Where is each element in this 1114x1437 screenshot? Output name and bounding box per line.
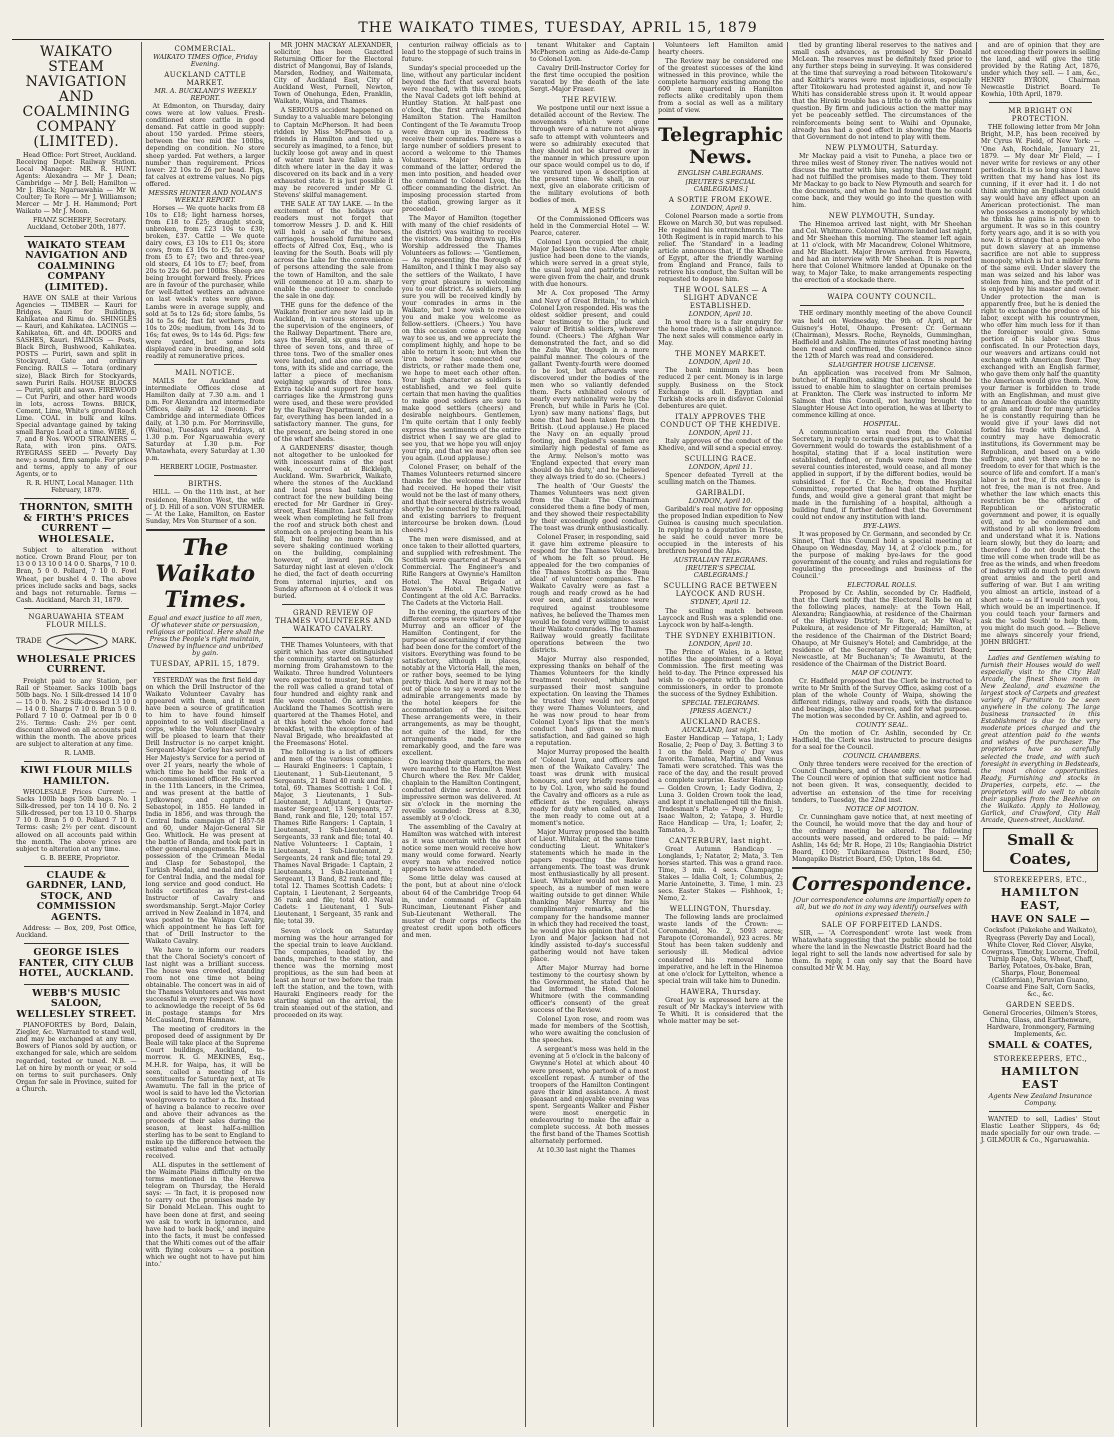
ekowe-body: Colonel Pearson made a sortie from Ekowe on March 30, but was repulsed. He regained his entrenchments. The 10th Regiment is in rapid march to his relief. The 'Standard' in a leading article announces that, if the Khedive of Egypt, after the friendly warning from England and France, fails to retrieve his conduct, the Sultan will be requested to depose him. — [658, 212, 784, 284]
correspondence-note: [Our correspondence columns are impartially open to all, but we do not in any way identify ourselves with opinions expressed therein.] — [793, 895, 971, 919]
waipa-body: THE ordinary monthly meeting of the above Council was held on Wednesday, the 9th of April, at Mr Guisney's Hotel, Ohaupo. Present: Cr. Germann (Chairman), Messrs. Roche, Reynolds, Gumminghan, Hadfield and Ashlin. The minutes of last meeting having been read and confirmed, the Correspondence since the 12th of March was read and considered. — [792, 310, 972, 360]
ekowe-date: LONDON, April 9. — [690, 203, 751, 212]
mess-cont-h: Colonel Fraser, in responding, said it gave him extreme pleasure to respond for the Thames Volunteers, of whom he felt so proud. He appealed for the two companies of the Thames Scottish as the 'Beau ideal' of volunteer companies. The Waikato Cavalry were as fast a rough and ready crowd as he had ever seen, and if assistance were required against troublesome natives, he believed the Thames men would be found very willing to assist their Waikato comrades. The Thames Railway would greatly facilitate operations between the two districts. — [530, 534, 650, 654]
column-2 — [141, 42, 269, 1427]
slaughter-body: An application was received from Mr Salmon, butcher, of Hamilton, asking that a license should be issued to enable him to slaughter on certain premises at Frankton. The Clerk was instructed to inform Mr Salmon that this Council, not having brought the Slaughter House Act into operation, he was at liberty to commence killing at once. — [792, 369, 972, 420]
reuter-label: [REUTER'S SPECIAL CABLEGRAMS.] — [685, 177, 756, 193]
garibaldi-heading: GARIBALDI. — [696, 488, 746, 497]
issue-date: TUESDAY, APRIL 15, 1879. — [150, 660, 260, 668]
telegraphic-heading: Telegraphic News. — [658, 124, 784, 169]
sydney-date: LONDON, April 10. — [688, 639, 753, 648]
hawera-heading: HAWERA, Thursday. — [680, 987, 762, 996]
laycock-date: SYDNEY, April 12. — [690, 598, 751, 607]
divider — [154, 672, 257, 673]
review-cont-c: The Mayor of Hamilton (together with many of the chief residents of the district) was waiting to receive the visitors. On being drawn up, His Worship addressed the Thames Volunteers as follows: — 'Gentlemen, — As representing the Borough of Hamilton, and I think I may also say the settlers of the Waikato, I have very great pleasure in welcoming you to our district. As soldiers, I am sure you will be received kindly by your comrades in arms in the Waikato, but I now wish to receive you and make you welcome as fellow-settlers. (Cheers.) You have on this occasion come a very long way to see us, and we appreciate the compliment highly, and hope to be able to return it soon; but when the 'iron horse' has connected our districts, or rather made them one, we hope to meet each other often. Your high character as soldiers is established, and we feel quite certain that men having the qualities to make good soldiers are sure to make good settlers (cheers) and desirable neighbours. Gentlemen, I'm quite certain that I only feebly express the sentiments of the entire district when I say we are glad to see you, that we hope you will enjoy your trip, and that we may often see you again. (Loud applause.) — [401, 215, 522, 462]
review-cont-b: Sunday's special proceeded up the line, without any particular incident beyond the fact that several heats were reached, with this exception, the Naval Cadets got left behind at Huntley Station. At half-past one o'clock, the first arrivals reached Hamilton Station. The Hamilton Contingent of the Te Awamutu Troop were drawn up in readiness to receive their comrades. There was a large number of soldiers present to accord a welcome to the Thames Volunteers. Major Murray in command of the latter, ordered the men into position, and headed over the command to Colonel Lyon, the officer commanding the district. An imposing procession started from the station, growing larger as it proceeded. — [401, 65, 522, 214]
sydney-heading: THE SYDNEY EXHIBITION. — [665, 631, 776, 640]
races-heading: AUCKLAND RACES. — [680, 718, 761, 727]
ngaruawahia-heading: NGARUAWAHIA STEAM FLOUR MILLS. — [28, 612, 125, 629]
mess-cont-a: tenant Whitaker and Captain McPherson acting as Aide-de-Camp to Colonel Lyon. — [530, 42, 650, 64]
mess-cont-o: At 10.30 last night the Thames — [537, 1147, 636, 1155]
divider — [24, 236, 129, 237]
mess-cont-e: Colonel Lyon occupied the chair, Major Jackson the vice. After ample justice had been done to the viands, which were served in a great style, the usual loyal and patriotic toasts were given from the chair, and drunk with due honours. — [530, 239, 650, 289]
wholesale-body: Freight paid to any Station, per Rail or Steamer. Sacks 100lb bags 50lb bags. No. 1 Silk-dressed 14 10 0 — 15 0 0. No. 2 Silk-dressed 13 10 0 — 14 0 0. Sharps 7 10 0. Bran 5 0 0. Pollard 7 10 0. Oatmeal per lb 0 0 2½. Terms: Cash: 2½ per cent. discount allowed on all accounts paid within the month. The above prices are subject to alteration at any time. — [16, 677, 137, 749]
races-body: Easter Handicap — Yatapa, 1; Lady Rosalie, 2; Peep o' Day, 3. Betting 3 to 1 on the field. Peep o' Day was favorite. Tamatea, Martini, and Venus Tamati were scratched. This was the race of the day, and the result proved a complete surprise. Easter Handicap — Golden Crown, 1; Lady Godiva, 2; Luna 3. Golden Crown took the lead, and kept it unchallenged till the finish. Tradesman's Plate — Peep o' Day, 1; Isaac Walton, 2; Yatapa, 3. Hurdle Race Handicap — Ura, 1; Loafer, 2; Tamatea, 3. — [658, 735, 784, 834]
navigation-heading: WAIKATO STEAM NAVIGATION AND COALMINING COMPANY (LIMITED). — [25, 239, 128, 293]
divider — [24, 608, 129, 609]
mess-cont-c: We postpone until our next issue a detailed account of the Review. The movements which were gone through were of a nature not always safe to attempt with volunteers and were so admirably executed that they should not be slurred over in the manner in which pressure upon our space would compel us to do, if we ventured upon a description at the present time. We shall, in our next, give an elaborate criticism of the military evolutions of both bodies of men. — [530, 105, 650, 204]
times-nameplate: The Waikato Times. — [155, 534, 256, 613]
wool-date: LONDON, April 10. — [688, 310, 753, 319]
divider — [282, 637, 385, 638]
np-body: Mr Mackay paid a visit to Puneha, a place two or three miles west of Stoney river. The natives would not discuss the matter with him, saying that Government had not fulfilled the promises made to them. They told Mr Mackay to go back to New Plymouth and search for the documents, and when he had found them he could come back, and they would go into the question with him. — [792, 152, 972, 209]
review-cont-a: centurion railway officials as to lead to the stoppage of such trains in future. — [401, 42, 522, 64]
column-3 — [269, 42, 397, 1427]
leader-para-a: MR JOHN MACKAY ALEXANDER, solicitor, has been Gazetted Returning Officer for the Electoral district of Mangonui, Bay of Islands, Marsden, Rodney, and Waitemata, City of Auckland East, City of Auckland West, Parnell, Newton, Town of Onehunga, Eden, Franklin, Waikato, Waipa, and Thames. — [273, 42, 393, 106]
steam-nav-heading: WAIKATO STEAM NAVIGATION AND COALMINING COMPANY (LIMITED). — [22, 44, 131, 150]
births-body: HILL. — On the 11th inst., at her residence, Hamilton West, the wife of J. D. Hill of a son. VON STURMER. — At the Lake, Hamilton, on Easter Sunday, Mrs Von Sturmer of a son. — [145, 489, 265, 525]
forfeited-body: SIR, — 'A Correspondent' wrote last week from Whatawhata suggesting that the public should be told where the land in the Newcastle District Board had the legal right to sell the lands now advertised for sale by them. In reply, I can only say that the Board have consulted Mr W. M. Hay, — [792, 930, 972, 973]
review-end-a: Volunteers left Hamilton amid hearty cheers. — [658, 42, 784, 57]
have-on-sale-body: Cocksfoot (Pukekohe and Waikato), Ryegrass (Peverly Day and Local), White Clover, Red Clover, Alsyke, Cowgrass, Timothy, Lucerne, Trefoil, Turnip Rape, Oats, Wheat, Chaff, Barley, Potatoes, Ox-bake, Bran, Sharps, Flour, Bonemeal (Californian), Peruvian Guano, Coarse and Fine Salt, Corn Sacks, &c., &c. — [981, 927, 1100, 998]
special-telegrams-heading: SPECIAL TELEGRAMS. — [681, 699, 760, 708]
review-cont-d: Colonel Fraser, on behalf of the Thames Volunteers returned sincere thanks for the welcome the latter had received. He hoped their visit would not be the last of many others, and that their several districts would shortly be connected by the railroad, and existing barriers to frequent intercourse be broken down. (Loud cheers.) — [401, 463, 522, 535]
claude-heading: CLAUDE & GARDNER, LAND, STOCK, AND COMMISSION AGENTS. — [26, 869, 127, 923]
mess-cont-k: Major Murray proposed the health of Lieut. Whitaker, at the same time conducting Lieut. Whitaker's statements which he made in the papers respecting the Review arrangements. The toast was drunk most enthusiastically by all present. Lieut. Whitaker would not make a speech, as a number of men were waiting outside to get dinner. While thanking Major Murray for his complimentary remarks, and the company for the handsome manner in which they had received the toast, he would give his opinion that if Col. Lyon and Major Jackson had not kindly assisted to-day's successful gathering would not have taken place. — [530, 828, 650, 963]
masthead-title: THE WAIKATO TIMES, TUESDAY, APRIL 15, 1879 — [358, 20, 758, 36]
divider — [24, 866, 129, 867]
cattle-body-2: Horses — We quote hacks from £8 10s to £18; light harness horses, from £18 to £25; draught stock, unbroken, from £23 10s to £30; broken, £37. Cattle — We quote dairy cows, £3 10s to £11 0s; store cows, from £3 10s to £5; fat cows, from £5 to £7; two and three-year old steers, £4 10s to £7; beef, from 20s to 22s 6d. per 100lbs. Sheep are being brought forward freely. Prices are in favour of the purchaser, while for well-fatted wethers an advance on last week's rates were given. Lambs were in average supply, and sold at 5s to 12s 6d; store lambs, 5s 3d to 5s 6d; fast fat wethers, from 10s to 20s; medium, from 14s 3d to 16s; fat ewes, 9s to 14s 6d. Pigs: few were yarded, but some lots displayed care in breeding, and sold readily at remunerative prices. — [145, 204, 265, 360]
column-8 — [976, 42, 1104, 1427]
mess-cont-i: Major Murray also responded, expressing thanks on behalf of the Thames Volunteers for the kindly treatment received, which had surpassed their most sanguine expectation. On leaving the Thames he trusted they would not forget they were Thames Volunteers, and he was now proud to hear from Colonel Lyon's lips that the men's conduct had given so much satisfaction, and had gained so high a reputation. — [530, 655, 650, 748]
times-motto: Equal and exact justice to all men, Of whatever state or persuasion, religious or political. Here shall the Press the People's right maintain, Unawed by influence and unbribed by gain. — [146, 613, 264, 657]
hamilton-east-heading: HAMILTON EAST, — [1000, 885, 1080, 912]
np2-heading: NEW PLYMOUTH, Sunday. — [828, 212, 936, 221]
cattle-heading: AUCKLAND CATTLE MARKET. — [164, 71, 247, 88]
divider — [658, 118, 783, 120]
divider — [989, 1111, 1092, 1112]
forfeited-cont: and are of opinion that they are not exceeding their powers in selling the land, and will give the title provided by the Rating Act, 1876, under which they sell. — I am, &c., HENRY BYRON, Chairman Newcastle District Board. Te Kowhia, 10th April, 1879. — [980, 42, 1100, 99]
divider — [24, 498, 129, 499]
leader-para-c: THE SALE AT TAY LAKE. — In the excitement of the holidays our readers must not forget that tomorrow Messrs J. D. and K. Hill will hold a sale of the horses, carriages, household furniture and effects of Alfred Cox, Esq., who is leaving for the South. Boats will ply across the Lake for the convenience of persons attending the sale from the town of Hamilton, and the sale will commence at 10 a.m. sharp to enable the auctioneer to conclude the sale in one day. — [273, 201, 393, 300]
divider — [24, 943, 129, 944]
trade-label: TRADE — [16, 637, 42, 646]
map-heading: MAP OF COUNTY. — [851, 668, 913, 677]
ekowe-heading: A SORTIE FROM EKOWE. — [668, 195, 773, 204]
thornton-heading: THORNTON, SMITH & FIRTH'S PRICES CURRENT — WHOLESALE. — [19, 502, 133, 545]
leader-para-d: THE guns for the defence of the Waikato frontier are now laid up in Auckland, in various stores under the supervision of the engineers, of the Railway Department. There are, says the Herald, six guns in all, — three of seven tons, and three of three tons. Two of the smaller ones were landed, and also one of seven tons, with its slide and carriage, the latter a piece of mechanism weighing upwards of three tons. Extra tackle and support for heavy carriages like the Armstrong guns were used, and these were provided by the Railway Department, and, so far, everything has been landed in a satisfactory manner. The guns, for the present, are being stored in one of the wharf sheds. — [273, 301, 393, 443]
divider — [989, 102, 1092, 103]
hospital-heading: HOSPITAL. — [863, 420, 901, 429]
steam-nav-body: Head Office: Port Street, Auckland. Receiving Depot: Railway Station. Local Manager: MR. R. HUNT. Agents: Alexandra — Mr J. Dean; Cambridge — Mr J. Bell; Hamilton — Mr J. Black; Ngaruawahia — Mr W. Coulter; Te Rore — Mr J. Williamson; Mercer — Mr J. H. Hammond; Port Waikato — Mr J. Moon. — [16, 152, 137, 216]
chambers-body: Only three tenders were received for the erection of Council Chambers, and of these only one was formal. The Council were of opinion that sufficient notice had not been given. It was, consequently, decided to advertise an extension of the time for receiving tenders, to Tuesday, the 22nd inst. — [792, 761, 972, 804]
sc-sub: STOREKEEPERS, ETC., — [993, 1054, 1088, 1063]
divider — [792, 867, 972, 869]
columns — [12, 42, 1104, 1427]
australian-reuter: [REUTER'S SPECIAL CABLEGRAMS.] — [685, 564, 756, 580]
column-1 — [12, 42, 141, 1427]
np-heading: NEW PLYMOUTH, Saturday. — [825, 143, 939, 152]
chambers-heading: COUNCIL CHAMBERS. — [842, 752, 921, 761]
hospital-body: A communication was read from the Colonial Secretary, in reply to certain queries put, as to what the Government would do towards the establishment of a hospital, stating that if a local institution were established, defined, or funds were raised from the several counties interested, would cease, and all money applied in support, if by the different bodies, would be subsidised £ for £. Cr. Roche, from the Hospital Committee, reported that he had obtained further funds, and would give a general grant that might be made in the furnishing of a hospital, although a building fund, if further defined that the Government could not endow any institution with land. — [792, 429, 972, 521]
italy-body: Italy approves of the conduct of the Khedive, and will send a special envoy. — [658, 437, 784, 452]
mess-cont-j: Major Murray proposed the health of 'Colonel Lyon, and officers and men of the Waikato Cavalry.' The toast was drunk with musical honours, and very briefly responded to by Col. Lyon, who said he found the Cavalry and officers as a rule as efficient as the regulars, always ready for duty when called on, and the men ready to come out at a moment's notice. — [530, 749, 650, 827]
cattle-body: At Edmonton, on Thursday, dairy cows were at low values. Fresh-conditioned store cattle in good demand. Fat cattle in good supply: about 150 yarded. Prime steers, between the two mid the 100lbs, depending on condition. No store sheep yarded. Fat wethers, a larger number than requirement. Prices lower: 22 10s to 26 per head. Pigs, fat calves at extreme values. No pigs offered. — [145, 103, 265, 188]
laycock-body: The sculling match between Laycock and Rush was a splendid one. Laycock won by half-a-length. — [658, 607, 784, 629]
review-cont-h: The assembling of the Cavalry at Hamilton was watched with interest as it was uncertain with the short notice some men would receive how many would come forward. Nearly every man who received notice appears to have attended. — [401, 824, 522, 874]
commercial-sub: WAIKATO TIMES Office, Friday Evening. — [153, 53, 258, 69]
review-heading: GRAND REVIEW OF THAMES VOLUNTEERS AND WAIKATO CAVALRY. — [275, 608, 392, 633]
seal-heading: COUNTY SEAL. — [855, 721, 909, 730]
wholesale-sign: R. LAMB. — [64, 750, 96, 758]
george-heading: GEORGE ISLES FANTER, CITY CLUB HOTEL, AUCKLAND. — [18, 947, 135, 980]
goods-body: General Groceries, Oilmen's Stores, China, Glass, and Earthenware, Hardware, Ironmongery, Farming Implements, &c. — [982, 1009, 1098, 1039]
leader-para-b: A SERIOUS accident happened on Sunday to a valuable mare belonging to Captain McPherson. It had been ridden by Miss McPherson to a friends in Hamilton and tied up, securely as imagined, to a fence, but luckily loose got away and in quest of water must have fallen into a ditch where later in the day it was discovered on its back and in a very exhausted state. It is just possible it may be recovered under Mr G. Stevens' skilful management. — [273, 107, 393, 199]
navigation-body: HAVE ON SALE at their Various Agencies — TIMBER — Kauri for Bridges, Kauri for Buildings, Kahikatea and Rimu do. SHINGLES — Kauri, and Kahikatea. LACINGS — Kahikatea, 6ft. and 4ft. DOORS and SASHES, Kauri. PALINGS — Posts, Black Birch, Bushwood, Kahikatea. POSTS — Puriri, sawn and split in Stockyard, Gate and ordinary Fencing. RAILS — Totara (ordinary size), Black Birch for Stockyards, sawn Puriri Rails. HOUSE BLOCKS — Puriri, split and sawn. FIREWOOD — Cut Puriri, and other hard woods in lots, across Towns. BRICK, Cement, Lime, White's ground Roach Lime. COAL in bulk and kilns. Special advantage gained by taking small Barge Load at a time. WIRE, 6, 7, and 8 Nos. WOOD STRAINERS — Rata, with iron pins. OATS. RYEGRASS SEED — Peverly Day new; a sound, firm sample. For prices and terms, apply to any of our Agents, or to — [16, 295, 137, 479]
review-cont-g: On leaving their quarters, the men were marched to the Hamilton West Church where the Rev. Mr Calder, chaplain to the Hamilton Contingent, conducted divine service. A most impressive sermon was delivered. At six o'clock in the morning the reveille sounded: Dress at 8.30, assembly at 9 o'clock. — [401, 758, 522, 823]
sculling-body: Spencer defeated Tyrrell at the sculling match on the Thames. — [658, 471, 784, 486]
laycock-heading: SCULLING RACE BETWEEN LAYCOCK AND RUSH. — [663, 582, 778, 599]
review-para-c: Seven o'clock on Saturday morning was the hour arranged for the special train to leave Auckland. The companies, headed by the bands, marched to the station, and thence was the morning most propitious, as the sun had been at least an hour or two before the train left the station, and the town, with Hauraki Engineers ready for the starting signal on the arrival, the train steamed out of the station, and proceeded on its way. — [273, 927, 393, 1020]
review-cont-e: The men were dismissed, and at once taken to their allotted quarters, and supplied with refreshment. The Scottish were quartered at Pearson's Commercial. The Engineer's and Rifle Rangers at Gwynne's Hamilton Hotel. The Naval Brigade at Dawson's Hotel. The Native Contingent at the old A.C. Barracks. The Cadets at the Victoria Hall. — [401, 536, 522, 607]
mark-label: MARK. — [111, 637, 137, 646]
review-cont-f: In the evening, the quarters of the different corps were visited by Major Murray and an officer of the Hamilton Contingent, for the purpose of ascertaining if everything had been done for the comfort of the visitors. Everything was found to be satisfactory, although in places, notably at the Victoria Hall, the men, or rather boys, seemed to be lying pretty thick. And here it may not be out of place to say a word as to the admirable arrangements made by the hotel keepers for the accommodation of the visitors. These arrangements were, in their arrangements, as may be thought, not quite of the kind, for the arrangements made were remarkably good, and the fare was excellent. — [401, 608, 522, 757]
column-7 — [787, 42, 976, 1427]
mess-cont-d: Of the Commissioned Officers was held in the Commercial Hotel — W. Pearce, caterer. — [530, 215, 650, 238]
wellington-heading: WELLINGTON, Thursday. — [669, 905, 772, 914]
waipa-heading: WAIPA COUNTY COUNCIL. — [827, 293, 937, 302]
webb-heading: WEBB'S MUSIC SALOON, WELLESLEY STREET. — [16, 987, 137, 1020]
hawera-cont: tled by granting liberal reserves to the natives and small cash advances, as promised by Sir Donald McLean. The reserves must be definitely fixed prior to any further steps being in surveying. It was considered at the time that surveying a road between Titokowaru's and Kolthir's wares were most injudicious, especially after Titokowaru had protested against it, and now Te Whiti has considerable stress upon it. It would appear that the Hiroki trouble has a little to do with the plains question. By firm and judicious action the matter may yet be peaceably settled. The circumstances of the reinforcements being sent to Waihi and Opunake, already has had a good effect in showing the Maoris that Government do not intend to play with them. — [792, 42, 972, 141]
wool-heading: THE WOOL SALES — A SLIGHT ADVANCE ESTABLISHED. — [673, 286, 768, 311]
review-para-a: THE Thames Volunteers, with that spirit which has ever distinguished the community, started on Saturday morning from Grahamstown to the Waikato. Three hundred Volunteers were expected to muster, but when the roll was called a grand total of four hundred and eighty rank and file were counted. On arriving in Auckland the Thames Scottish were quartered at the Thames Hotel, and at this hotel the whole force had breakfast, with the exception of the Naval Brigade, who breakfasted at the Freemasons' Hotel. — [273, 641, 393, 748]
garibaldi-date: LONDON, April 10. — [688, 496, 753, 505]
electoral-heading: ELECTORAL ROLLS. — [847, 581, 917, 590]
slaughter-heading: SLAUGHTER HOUSE LICENSE. — [828, 360, 936, 369]
money-date: LONDON, April 10. — [688, 358, 753, 367]
cattle-sub: MESSRS HUNTER AND NOLAN'S WEEKLY REPORT. — [148, 188, 263, 204]
column-4 — [397, 42, 525, 1427]
leader-body-2: We have to inform our readers that the Choral Society's concert of last night was a brilliant success. The house was crowded, standing room not one time not being obtainable. The concert was in aid of the Thames Volunteers and was most successful in every respect. We have to acknowledge the receipt of 5s 6d in postage stamps for Mrs McCausland, from Hamnaw. — [145, 946, 265, 1025]
small-coates-heading: Small & Coates, — [983, 828, 1098, 872]
mail-heading: MAIL NOTICE. — [175, 368, 236, 377]
money-body: The bank minimum has been reduced 2 per cent. Money is in large supply. Business on the Stock Exchange is dull. Egyptian and Turkish stocks are in disfavor. Colonial debentures are quiet. — [658, 367, 784, 410]
np2-body: The Hinemoa arrived last night, with Mr Sheehan and Col. Whitmore. Colonel Whitmore landed last night, and Mr Sheehan this morning. The steamer left again at 11 o'clock, with Mr Macandrew, Colonel Whitmore, and Mr Blackett. Major Brown arrived from Hawera, and had an interview with Mr Sheehan. It is reported here that Colonel Whitmore landed at Opunake on the way, to Major Take, to make arrangements respecting the erection of a stockade there. — [792, 221, 972, 285]
wool-body: In wool there is a fair enquiry for the home trade, with a slight advance. The next sales will commence early in May. — [658, 319, 784, 348]
column-6 — [653, 42, 787, 1427]
agents-note: Agents New Zealand Insurance Company. — [988, 1091, 1093, 1107]
italy-heading: ITALY APPROVES THE CONDUCT OF THE KHEDIVE. — [660, 412, 781, 429]
australian-heading: AUSTRALIAN TELEGRAMS. — [673, 556, 768, 565]
webb-body: PIANOFORTES by Bord, Dalain, Ziegler, &c. Warranted to stand well, and may be exchanged at any time. Bowers of Pianos sold by auction, or exchanged for sale, which are seldom regarded, tested or tuned. N.B. — Let on hire by month or year, or sold on terms to suit purchasers. Only Organ for sale in Province, suited for a Church. — [16, 1022, 137, 1093]
garden-seeds-heading: GARDEN SEEDS. — [1005, 1000, 1075, 1009]
cattle-byline: MR. A. BUCKLAND'S WEEKLY REPORT. — [154, 87, 257, 103]
have-on-sale-heading: HAVE ON SALE — — [990, 913, 1090, 925]
leader-body: YESTERDAY was the first field day on which the Drill Instructor of the Waikato Volunteer Cavalry has appeared with them, and it must have been a source of gratification to him to have found himself appointed to so well disciplined a corps, while the Volunteer Cavalry will be pleased to learn that their Drill Instructor is no carpet knight. Sergeant-Major Corley has served in Her Majesty's Service for a period of over 21 years, nearly the whole of which time he held the rank of a non-commissioned officer. He served in the 11th Lancers, in the Crimea, and was present at the battle of Lydkowney, and capture of Sebastopol, in 1855. He landed in India in 1856, and was through the Central India campaign of 1857-58 and 60, under Major-General Sir Geo. Whitlock. He was present at the battle of Banda, and took part in other general engagements. He is in possession of the Crimean Medal and Clasp for Sebastopol, the Turkish Medal, and medal and clasp for Central India, and the medal for long service and good conduct. He holds certificates as first-class Instructor of Cavalry and swordsmanship. Sergt.-Major Corley arrived in New Zealand in 1874, and was posted to the Waiapu Cavalry, which appointment he has left for that of Drill Instructor to the Waikato Cavalry. — [145, 677, 265, 945]
kiwi-heading: KIWI FLOUR MILLS HAMILTON. — [20, 765, 133, 787]
mail-sign: HERBERT LOGIE, Postmaster. — [160, 464, 258, 472]
thornton-body: Subject to alteration without notice. Crown Brand Flour, per ton 13 0 0 13 10 0 14 0 0. Sharps, 7 10 0. Bran, 5 0 0. Pollard, 7 10 0. Fowl Wheat, per bushel 4 0. The above prices include sacks and bags, sacks and bags not returnable. Terms — Cash. Auckland, March 31, 1879. — [16, 547, 137, 604]
review-end-b: The Review may be considered one of the greatest successes of the kind witnessed in this province, while the complete harmony existing among the 600 men quartered in Hamilton reflects alike creditably upon them from a social as well as a military point of view. — [658, 58, 784, 115]
mess-cont-l: After Major Murray had borne testimony to the courtesy shown by the Government, he stated that he had informed the Hon. Colonel Whitmore (with the commanding officer's consent) of the great success of the Review. — [530, 964, 650, 1015]
divider — [800, 288, 964, 289]
births-heading: BIRTHS. — [188, 480, 223, 489]
seal-body: On the motion of Cr. Ashlin, seconded by Cr. Hadfield, the Clerk was instructed to procure designs for a seal for the Council. — [792, 730, 972, 752]
mess-cont-g: The health of 'Our Guests' the Thames Volunteers was next given from the Chair. The Chairman considered them a fine body of men, and they showed their respectability by their exceedingly good conduct. The toast was drunk enthusiastically. — [530, 482, 650, 532]
mess-cont-n: A sergeant's mess was held in the evening at 5 o'clock in the balcony of Gwynne's Hotel at which about 40 were present, who partook of a most excellent repast. A number of the troopers of the Hamilton Contingent gave their kind assistance. A most pleasant and enjoyable evening was spent. Sergeants Walker and Fisher were most energetic in endeavouring to make the affair a complete success. At both messes the first band of the Thames Scottish alternately performed. — [530, 1046, 650, 1145]
sc-heading: SMALL & COATES, — [988, 1040, 1093, 1052]
bright-body: THE following letter from Mr John Bright, M.P., has been received by Mr Cyrus W. Field, of New York: — 'One Ash, Rochdale, January 21, 1879. — My dear Mr Field, — I never write for reviews or any other periodicals. It is so long since I have written that my hand has lost its cunning, if it ever had it. I do not think anything an Englishman could say would have any effect upon an American protectionist. The man who possesses a monopoly by which he thinks he gains is not open to argument. It was so in this country forty years ago, and it is so with you now. It is strange that a people who put down slavery at an immense sacrifice are not able to suppress monopoly, which is but a milder form of the same evil. Under slavery the man was seized and his labor was stolen from him, and the profit of it is enjoyed by his master and owner. Under protection the man is apparently free, but he is denied the right to exchange the produce of his labor, except with his countrymen, who offer him much less for it than the foreigner would give. Some portion of his labor was thus confiscated. In our Protection days, our weavers and artizans could not exchange with American flour. They exchanged with an English farmer, who gave them only half the quantity the American would give them. Now, your farmer is forbidden to trade with an Englishman, and must give to an American double the quantity of grain and flour for many articles he is constantly requiring than he would give if your laws did not forbid his trade with England. A country may have democratic institutions, its Government may be Republican, and based on a wide suffrage, and yet there may be no freedom to ever for that which is the source of life and comfort. If a man's labor is not free, if its exchange is not free, the man is not free. And whether the law which enacts this restriction be the offspring of Republican or aristocratic government and power, it is equally evil, and to be condemned and withstood by all who love freedom and understand what it is. Nations learn slowly, but they do learn; and therefore I do not doubt that the time will come when trade will be as free as the winds, and when freedom of industry will do much to put down great armies and the peril and suffering of war. But I am writing you almost an article, instead of a short note — as if I would teach you, which would be an impertinence. If you could teach your farmers and ask the 'solid South' to help them, you might do much good. — Believe me always sincerely your friend, JOHN BRIGHT.' — [980, 124, 1100, 646]
review-para-b: The following is a list of officers and men of the various companies: — Hauraki Engineers: 1 Captain, 1 Lieutenant, 1 Sub-Lieutenant, 5 Sergeants, 21 Band 40 rank and file, total, 69. Thames Scottish: 1 Col. 1 Major, 3 Lieutenants, 1 Sub-Lieutenant, 1 Adjutant, 1 Quarter-master Sergeant, 13 Sergeants, 27 Band, rank and file, 120; total 157. Thames Rifle Rangers: 1 Captain, 1 Lieutenant, 1 Sub-Lieutenant, 4 Sergeants, 33 rank and file; total 40. Native Volunteers: 1 Captain, 1 Lieutenant, 1 Sub-Lieutenant, 2 Sergeants, 24 rank and file; total 29. Thames Naval Brigade: 1 Captain, 2 Lieutenants, 1 Sub-Lieutenant, 1 Sergeant, 13 Band, 82 rank and file; total 12. Thames Scottish Cadets: 1 Captain, 1 Lieutenant, 2 Sergeants, 36 rank and file; total 40. Naval Cadets: 1 Lieutenant, 1 Sub-Lieutenant, 1 Sergeant, 35 rank and file; total 39. — [273, 749, 393, 926]
bright-heading: MR BRIGHT ON PROTECTION. — [1008, 107, 1073, 124]
motion-body: Cr. Cunningham gave notice that, at next meeting of the Council, he would move that the day and hour of the ordinary meeting be altered. The following accounts were passed, and ordered to be paid: — Mr Ashlin, 14s 6d; Mr R. Hope, 2l 10s; Rangiaohia District Board, £100; Tuhikaramea District Board, £50; Mangapiko District Board, £50; Upton, 18s 6d. — [792, 813, 972, 863]
races-date: AUCKLAND, last night. — [682, 726, 760, 735]
wanted-body: WANTED to sell, Ladies' Stout Elastic Leather Slippers, 4s 6d; made specially for our own trade. — J. GILMOUR & Co., Ngaruawahia. — [980, 1115, 1100, 1144]
correspondence-heading: Correspondence. — [792, 872, 972, 895]
divider — [24, 984, 129, 985]
forfeited-heading: SALE OF FORFEITED LANDS. — [821, 921, 943, 930]
bye-laws-body: It was proposed by Cr. Germann, and seconded by Cr. Sinnet, 'That this Council hold a special meeting at Ohaupo on Wednesday, May 14, at 2 o'clock p.m., for the purpose of making bye-laws for the good government of the county, and rules and regulations for regulating the proceedings and business of the Council.' — [792, 530, 972, 581]
divider — [989, 650, 1092, 651]
storekeepers-heading: STOREKEEPERS, ETC., — [993, 875, 1088, 884]
commercial-heading: COMMERCIAL. — [174, 45, 236, 53]
divider — [24, 761, 129, 762]
wellington-body: The following lands are proclaimed waste lands of the Crown: — Coromandel, No. 2, 5093 acres; Parapote (Coromandel), 923 acres. Mr Stout has been taken suddenly and seriously ill. Medical advice considered his removal home imperative, and he left in the Hinemoa at one o'clock for Lyttelton, whence a special train will take him to Dunedin. — [658, 914, 784, 985]
leader-body-4: ALL disputes in the settlement of the Waimate Plains difficulty on the terms mentioned in the Herewa telegram on Thursday, the Herald says: — 'In fact, it is proposed now to carry out the promises made by Sir Donald McLean. This ought to have been done at first, and seeing we ask to work in ignorance, and have had to back back,' and inquire into the facts, it must be confessed that the Whiti comes out of the affair with flying colours — a position which we ought not to have put him into.' — [145, 1162, 265, 1268]
mess-cont-b: Cavalry Drill-Instructor Corley for the first time occupied the position vacated by the death of the late Sergt.-Major Fraser. — [530, 65, 650, 94]
masthead — [12, 14, 1104, 40]
trademark-block — [16, 632, 137, 652]
column-5 — [525, 42, 653, 1427]
navigation-sign: R. R. HUNT, Local Manager. 11th February, 1879. — [26, 480, 134, 495]
garibaldi-body: Garibaldi's real motive for opposing the proposed Indian expedition to New Guinea is causing much speculation. In replying to a deputation in Trieste, he said he could never more be occupied in the interests of his brethren beyond the Alps. — [658, 506, 784, 556]
divider — [282, 604, 385, 605]
trademark-emblem-icon — [42, 632, 112, 652]
claude-body: Address: — Box, 209, Post Office, Auckland. — [16, 925, 137, 940]
hawera-body: Great joy is expressed here at the result of Mr Mackay's interview with Te Whiti. It is considered that the whole matter may be set- — [658, 996, 784, 1025]
electoral-body: Proposed by Cr. Ashlin, seconded by Cr. Hadfield, that the Clerk notify that the Electoral Rolls be on at the following places, namely: at the Town Hall, Alexandra; Rangiaowhia, at residence of the Chairman of the Highway District; Te Rore, at Mr Weal's; Pukekura, at residence of Mr Fitzgerald; Hamilton, at the residence of the Chairman of the District Board; Ohaupo, at Mr Guisney's Hotel; and Cambridge, at the residence of the Secretary of the District Board; Newcastle, at Mr Buchanan's; Te Awamutu, at the residence of the Chairman of the District Board. — [792, 590, 972, 668]
press-agency-label: [PRESS AGENCY.] — [690, 707, 751, 716]
motion-heading: NOTICE OF MOTION. — [845, 804, 919, 813]
italy-date: LONDON, April 11. — [688, 428, 753, 437]
sydney-body: The Prince of Wales, in a letter, notifies the appointment of a Royal Commission. The first meeting was held to-day. The Prince expressed his wish to co-operate with the London commissioners, in order to promote the success of the Sydney Exhibition. — [658, 648, 784, 698]
sculling-heading: SCULLING RACE. — [684, 454, 757, 463]
divider — [146, 529, 265, 531]
leader-para-e: A GARDENERS' disaster, though not altogether to be unlooked for with incessant rains of the past week, occurred at Bickleigh, Auckland. Wm. Swarbrick, Waikato, where the stones of the Auckland and local press had taken the contract for the new building being erected for Mr Gardner in Grey-street, East Hamilton. Last Saturday week when completing he fell from the roof and struck both chest and stomach on a projecting beam in his fall, but feeling no more than a severe shaking continued working on the building, complaining however, of inward pain. On Saturday night last at eleven o'clock he died, the fact of death occurring from internal injuries, and on Sunday afternoon at 4 o'clock it was buried. — [273, 444, 393, 600]
kiwi-body: WHOLESALE Prices Current: — Sacks 100lb bags 50lb bags. No. 1 Silk-dressed, per ton 14 10 0. No. 2 Silk-dressed, per ton 13 10 0. Sharps 7 10 0. Bran 5 0 0. Pollard 7 10 0. Terms: cash; 2½ per cent. discount allowed on all accounts paid within the month. The above prices are subject to alteration at any time. — [16, 789, 137, 853]
sculling-date: LONDON, April 11. — [688, 462, 753, 471]
leader-body-3: The meeting of creditors in the proposed deed of assignment by Dr Beale will take place at the Supreme Court buildings, Auckland, to-morrow. R. G. MEKINES, Esq., M.H.R. for Waipa, has, it will be seen, called a meeting of his constituents for Saturday next, at Te Awamutu. The fall in the price of wool is said to have led the Victorian woolgrowers to rather a fix. Instead of having a balance to receive over and above their advances as the proceeds of their sales during the season, at least half-a-million sterling has to be sent to England to make up the difference between the estimated value and that actually received. — [145, 1026, 265, 1161]
wholesale-heading: WHOLESALE PRICES CURRENT. — [16, 653, 136, 676]
map-body: Cr. Hadfield proposed that the Clerk be instructed to write to Mr Smith of the Survey Office, asking cost of a plan of the whole County of Waipa, showing the different ridings, railway and roads, with the distance and bearings, also the reserves, and for what purpose. The motion was seconded by Cr. Ashlin, and agreed to. — [792, 677, 972, 721]
steam-nav-sign: FRANZ SCHERFF, Secretary. Auckland, October 20th, 1877. — [27, 217, 127, 232]
divider — [154, 364, 257, 365]
bye-laws-heading: BYE-LAWS. — [863, 521, 901, 530]
review-cont-i: Some little delay was caused at the pont, but at about nine o'clock about 64 of the Cambridge Troop 64 in, under command of Captain Runciman, Lieutenant Fisher and Sub-Lieutenant Wetherall. The muster of their corps reflects the greatest credit upon both officers and men. — [401, 875, 522, 939]
divider — [154, 475, 257, 476]
mail-body: MAILS for Auckland and intermediate Offices close at Hamilton daily at 7.30 a.m. and 1 p.m. For Alexandra and intermediate Offices, daily at 12 (noon). For Cambridge and intermediate Offices daily, at 1.30 p.m. For Morrinsville, (Waitoa), Tuesdays and Fridays, at 1.30 p.m. For Ngaruawahia every Saturday at 1.30 p.m. For Whatawhata, every Saturday at 1.30 p.m. — [145, 377, 265, 463]
sc-hamilton: HAMILTON EAST — [1000, 1064, 1080, 1091]
money-heading: THE MONEY MARKET. — [674, 350, 767, 359]
canterbury-heading: CANTERBURY, last night. — [669, 836, 773, 845]
mess-cont-f: Mr A. Cox proposed 'The Army and Navy of Great Britain,' to which Colonel Lyon responded. His was the oldest soldier present, and could bear testimony to the pluck and valour of British soldiers, wherever found. (Cheers.) The Afghan War demonstrated the fact, and so did the Zulu War, though in a more painful manner. The colours of the gallant Twenty-fourth were doomed to be lost, but afterwards were discovered under the bodies of the men who so valiantly defended them. Facts exhibited colours of nearly every nationality were by the French, but while in Paris he (Col. Lyon) saw many nations' flags, but none that had been taken from the British. (Loud applause.) He placed the Navy on an equally proud footing, and England's seamen are similarly high pedestal of fame as the Army. Nelson's motto was 'England expected that every man should do his duty,' and he believed they always tried to do so. (Cheers.) — [530, 290, 650, 481]
ladies-body: Ladies and Gentlemen wishing to furnish their Houses would do well especially visit to the City Hall Arcade, the finest Show room in New Zealand, and examine the largest stock of Carpets and greatest variety of Furniture to be seen anywhere in the colony. The large business transacted in this Establishment is due to the very moderate prices charged and the great attention paid to the wants and wishes of the purchaser. The proprietors have so carefully selected the trade, and with such foresight in everything in Bedsteads, the most choice opportunities. Ready, Furnishing and stocks in Draperies, carpets, etc. — the proprietors will do well to obtain their supplies from the Beehive on the Waikato. Apply to Holloway, Garlick, and Crawford, City Hall Arcade, Queen-street, Auckland. — [980, 654, 1100, 824]
mess-heading: A MESS — [573, 206, 606, 215]
the-review-heading: THE REVIEW. — [562, 96, 618, 105]
english-cablegrams-heading: ENGLISH CABLEGRAMS. — [677, 169, 764, 178]
kiwi-sign: G. B. BEERE, Proprietor. — [40, 854, 120, 862]
divider — [800, 305, 964, 306]
mess-cont-m: Colonel Lyon rose, and room was made for members of the Scottish, who were awaiting the conclusion of the speeches. — [530, 1016, 650, 1045]
canterbury-body: Great Autumn Handicap — Longlands, 1; Natator, 2; Mata, 3. Ten horses started. This was a grand race. Time, 3 min. 4 secs. Champagne Stakes — Idalia Colt, 1; Columbus, 2; Marie Antoinette, 3. Time, 1 min. 23 secs. Easter Stakes — Fishhook, 1; Nemo, 2. — [658, 845, 784, 903]
